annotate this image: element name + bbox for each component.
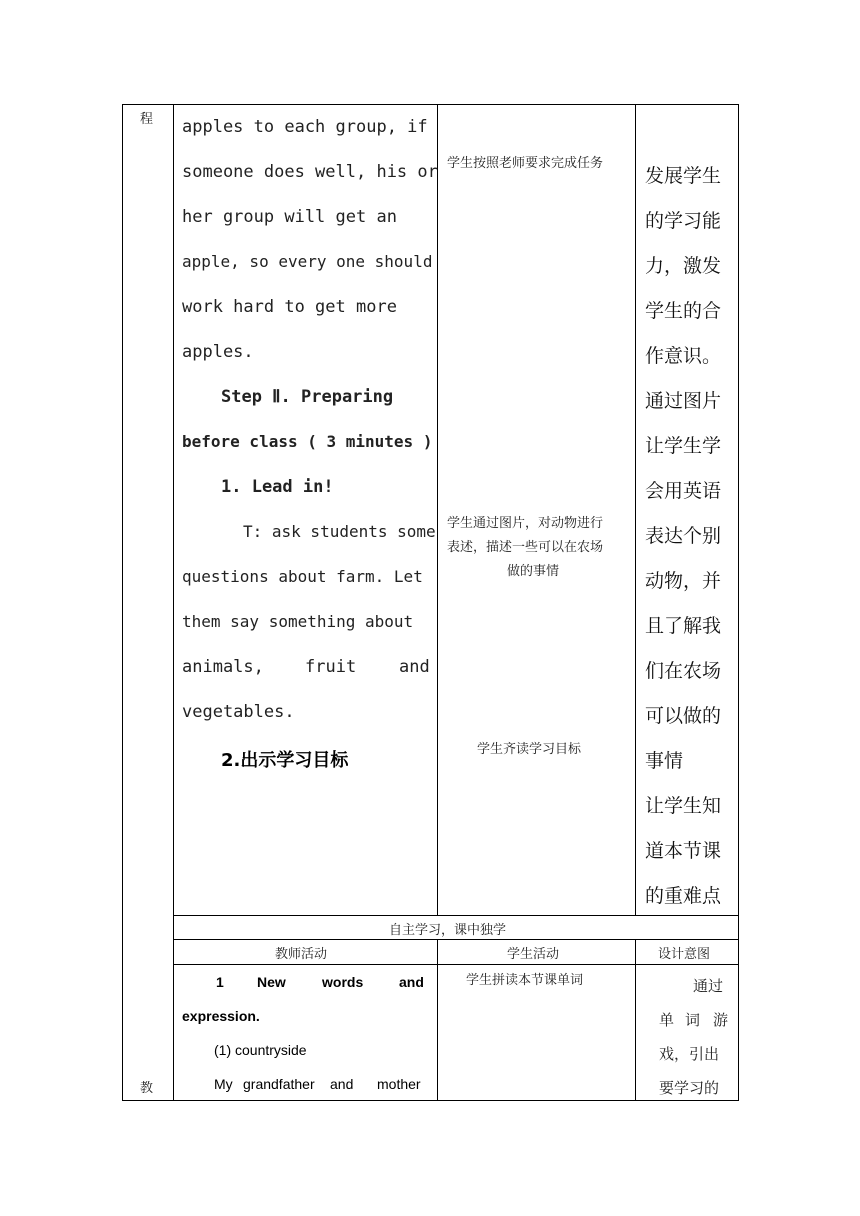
para-line-b: questions about farm. Let	[182, 567, 423, 586]
design-bottom-line2-char2: 词	[685, 1011, 701, 1029]
objectives-heading: 2.出示学习目标	[221, 750, 349, 771]
table-border-right	[738, 104, 739, 1101]
design-intent-line: 让学生学	[645, 435, 722, 457]
design-intent-line: 事情	[645, 750, 684, 772]
table-border-left	[122, 104, 123, 1101]
column-header-student: 学生活动	[507, 947, 560, 962]
para-line-d-word1: animals,	[182, 657, 264, 677]
student-activity-2-line3: 做的事情	[507, 564, 560, 579]
teacher-line-2: someone does well, his or	[182, 162, 438, 182]
table-border-top	[122, 104, 739, 105]
row-divider-2	[173, 939, 739, 940]
student-activity-2-line1: 学生通过图片，对动物进行	[447, 516, 604, 531]
teacher-line-6: apples.	[182, 342, 254, 362]
new-words-word3: words	[322, 974, 364, 990]
lead-in-heading: 1. Lead in!	[221, 477, 334, 497]
design-intent-line: 且了解我	[645, 615, 722, 637]
table-border-bottom	[122, 1100, 739, 1101]
para-line-c: them say something about	[182, 612, 414, 631]
new-words-line2: expression.	[182, 1008, 260, 1024]
design-intent-line: 发展学生	[645, 165, 722, 187]
design-intent-line: 可以做的	[645, 705, 722, 727]
design-intent-line: 的重难点	[645, 885, 722, 907]
new-words-word4: and	[399, 974, 424, 990]
para-line-d-word3: and	[399, 657, 430, 677]
student-activity-2-line2: 表述，描述一些可以在农场	[447, 540, 604, 555]
design-intent-line: 表达个别	[645, 525, 722, 547]
row-label-top: 程	[140, 112, 154, 127]
design-bottom-line2-char1: 单	[659, 1011, 675, 1029]
design-bottom-line3: 戏，引出	[659, 1045, 720, 1063]
design-intent-line: 道本节课	[645, 840, 722, 862]
example-word1: My	[214, 1076, 233, 1092]
col-divider-3	[635, 104, 636, 916]
column-header-teacher: 教师活动	[275, 947, 328, 962]
design-intent-line: 作意识。	[645, 345, 722, 367]
design-intent-line: 让学生知	[645, 795, 722, 817]
step-title-a: Step Ⅱ. Preparing	[221, 387, 394, 407]
para-line-e: vegetables.	[182, 702, 295, 722]
design-bottom-line4: 要学习的	[659, 1079, 720, 1097]
design-intent-line: 动物，并	[645, 570, 722, 592]
teacher-line-4: apple, so every one should	[182, 252, 433, 271]
design-intent-line: 通过图片	[645, 390, 722, 412]
vocab-item-1: (1) countryside	[214, 1042, 307, 1058]
row-label-bottom: 教	[140, 1081, 154, 1096]
student-activity-3: 学生齐读学习目标	[477, 742, 582, 757]
example-word2: grandfather	[243, 1076, 315, 1092]
teacher-line-1: apples to each group, if	[182, 117, 428, 137]
design-intent-line: 们在农场	[645, 660, 722, 682]
col-divider-2	[437, 104, 438, 916]
example-word3: and	[330, 1076, 354, 1092]
para-line-a: T: ask students some	[243, 522, 436, 541]
design-intent-line: 力，激发	[645, 255, 722, 277]
new-words-word2: New	[257, 974, 286, 990]
row-divider-3	[173, 964, 739, 965]
step-title-b: before class ( 3 minutes )	[182, 432, 433, 451]
design-bottom-line2-char3: 游	[713, 1011, 729, 1029]
design-bottom-line1: 通过	[693, 977, 724, 995]
design-intent-line: 学生的合	[645, 300, 722, 322]
para-line-d-word2: fruit	[305, 657, 357, 677]
teacher-line-5: work hard to get more	[182, 297, 397, 317]
new-words-word1: 1	[216, 974, 224, 990]
design-intent-line: 的学习能	[645, 210, 722, 232]
example-word4: mother	[377, 1076, 421, 1092]
design-intent-line: 会用英语	[645, 480, 722, 502]
section-title: 自主学习，课中独学	[389, 923, 507, 938]
col-divider-1	[173, 104, 174, 1101]
teacher-line-3: her group will get an	[182, 207, 397, 227]
row-divider-1	[173, 915, 739, 916]
student-activity-spell: 学生拼读本节课单词	[466, 973, 584, 988]
student-activity-1: 学生按照老师要求完成任务	[447, 156, 604, 171]
column-header-design: 设计意图	[658, 947, 711, 962]
